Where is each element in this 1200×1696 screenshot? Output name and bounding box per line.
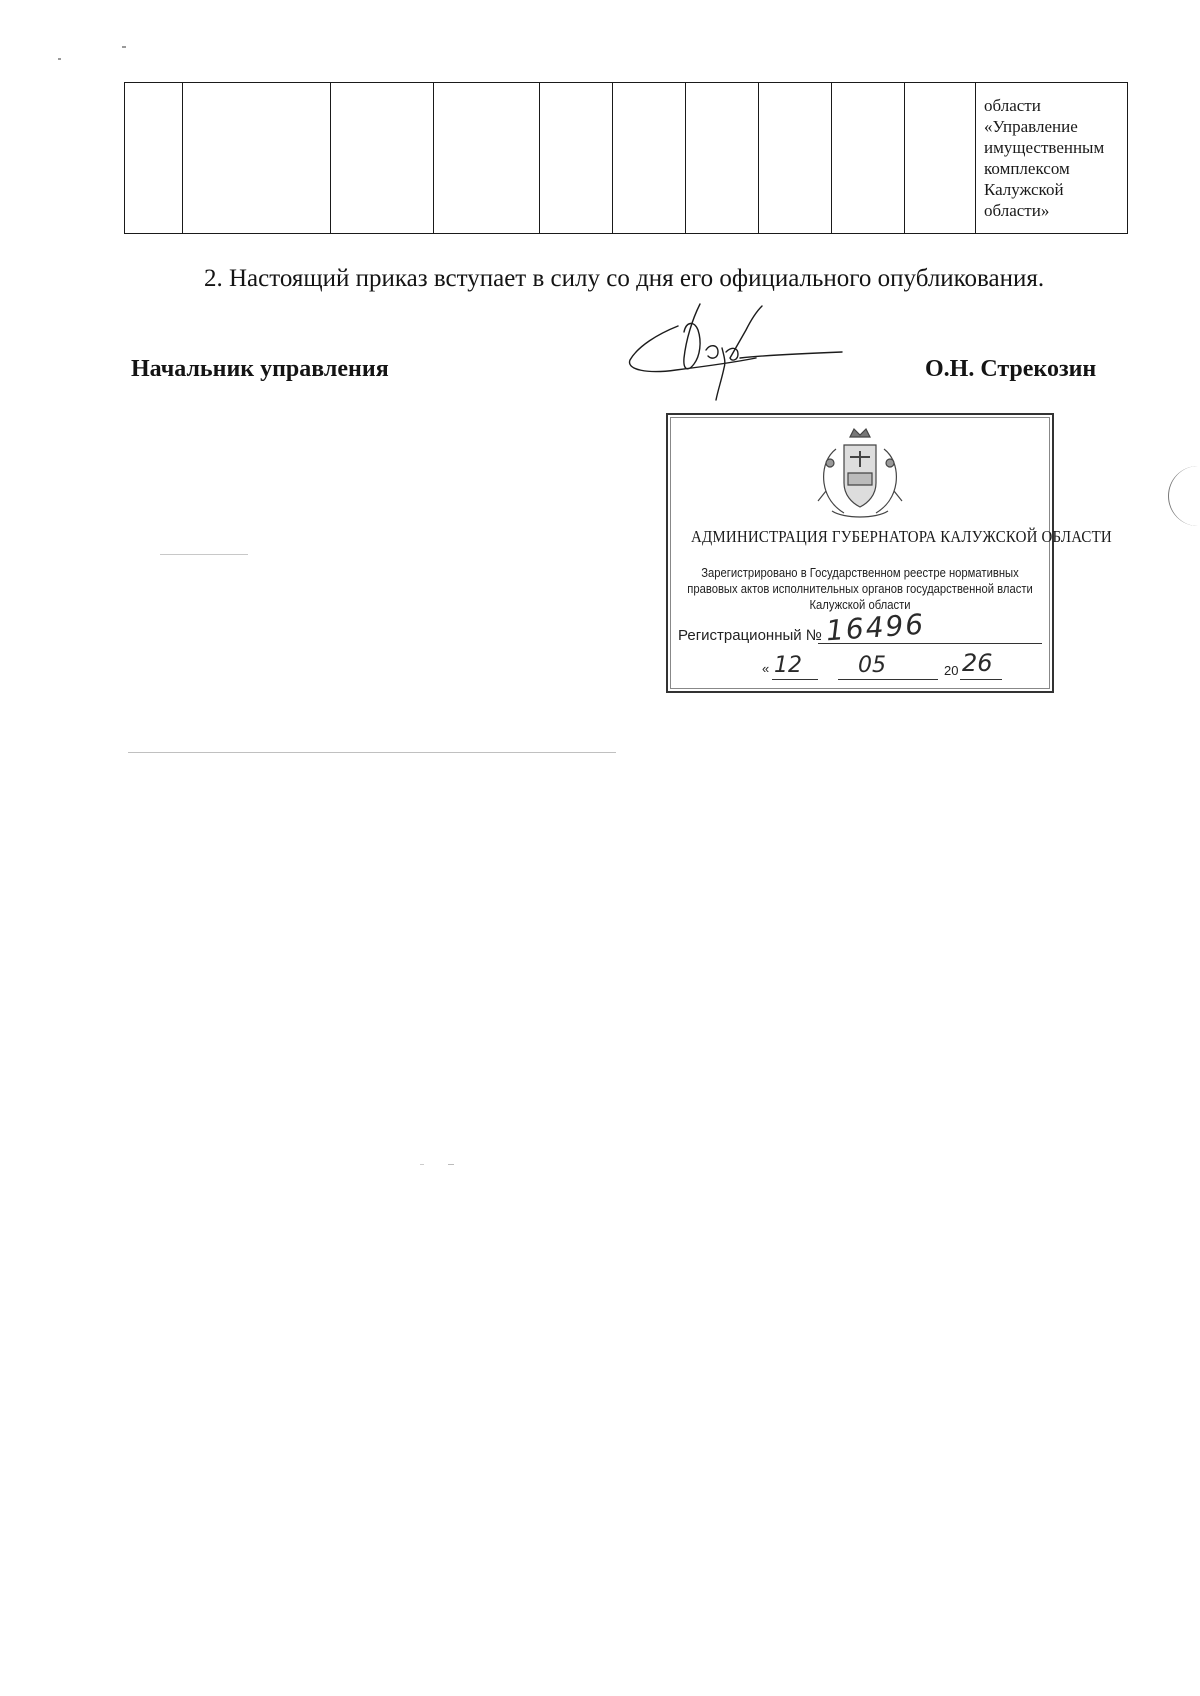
date-year: 26 xyxy=(962,649,993,677)
signer-title: Начальник управления xyxy=(131,356,389,382)
table-cell xyxy=(832,83,905,234)
scan-speck xyxy=(420,1164,424,1165)
cell-text-line: Калужской xyxy=(984,180,1064,199)
table-cell xyxy=(125,83,183,234)
date-day-underline xyxy=(772,679,818,680)
date-year-underline xyxy=(960,679,1002,680)
table-cell xyxy=(331,83,434,234)
order-paragraph: 2. Настоящий приказ вступает в силу со дня его официального опубликования. xyxy=(204,265,1045,292)
registration-number: 16496 xyxy=(824,607,927,648)
date-century: 20 xyxy=(944,663,959,678)
date-month: 05 xyxy=(858,653,886,678)
registration-date xyxy=(762,649,1022,685)
table-cell xyxy=(759,83,832,234)
cell-text-line: комплексом xyxy=(984,159,1070,178)
cell-text-line: «Управление xyxy=(984,117,1078,136)
table-cell xyxy=(540,83,613,234)
registration-label: Регистрационный № xyxy=(678,627,822,644)
table-fragment xyxy=(124,82,1128,234)
scan-edge-mark xyxy=(1168,466,1200,526)
stamp-text-line: Калужской области xyxy=(809,598,911,612)
stamp-registration-text xyxy=(668,565,1052,613)
date-open-quote: « xyxy=(762,661,770,676)
table-cell xyxy=(183,83,331,234)
scan-speck xyxy=(122,46,126,48)
table-cell xyxy=(434,83,540,234)
date-month-underline xyxy=(838,679,938,680)
cell-text-line: имущественным xyxy=(984,138,1105,157)
scan-dotted-line xyxy=(128,752,616,753)
scan-speck xyxy=(448,1164,454,1165)
stamp-organization: АДМИНИСТРАЦИЯ ГУБЕРНАТОРА КАЛУЖСКОЙ ОБЛАСТИ xyxy=(691,527,1112,546)
table-cell-responsible-body xyxy=(976,83,1128,234)
scan-dotted-line xyxy=(160,554,248,555)
cell-text-line: области» xyxy=(984,201,1050,220)
registration-stamp xyxy=(666,413,1112,693)
handwritten-signature xyxy=(628,300,858,410)
table-cell xyxy=(686,83,759,234)
table-cell xyxy=(613,83,686,234)
stamp-text-line: Зарегистрировано в Государственном реестре нормативных xyxy=(701,566,1019,580)
signer-name: О.Н. Стрекозин xyxy=(925,356,1097,382)
date-day: 12 xyxy=(774,653,802,678)
cell-text-line: области xyxy=(984,96,1041,115)
table-cell xyxy=(905,83,976,234)
scan-speck xyxy=(58,58,61,60)
stamp-text-line: правовых актов исполнительных органов государственной власти xyxy=(687,582,1033,596)
coat-of-arms-icon xyxy=(814,427,906,523)
table-row xyxy=(125,83,1128,234)
